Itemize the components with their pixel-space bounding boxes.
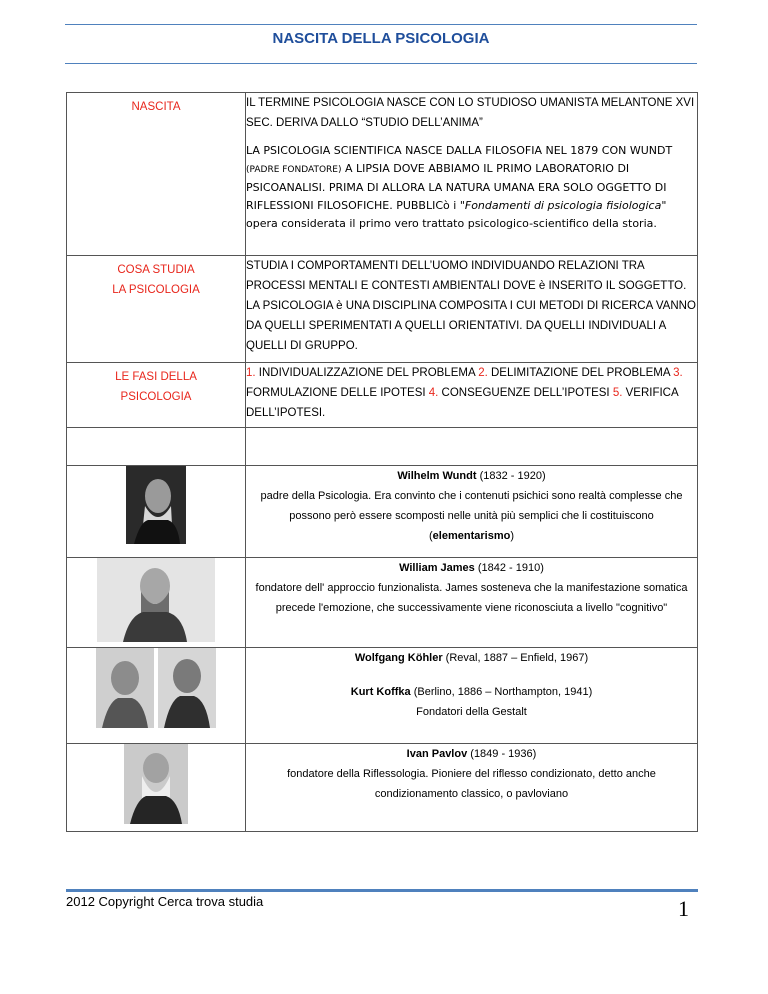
page-title: NASCITA DELLA PSICOLOGIA bbox=[272, 30, 490, 47]
kohler-portrait bbox=[96, 648, 154, 728]
row-label bbox=[67, 93, 246, 256]
step-text: VERIFICA DELL’IPOTESI. bbox=[246, 387, 679, 419]
description-text: ) bbox=[510, 530, 514, 542]
label-line: LA PSICOLOGIA bbox=[112, 284, 200, 296]
row-label bbox=[67, 363, 246, 428]
step-number: 1. bbox=[246, 367, 256, 379]
book-title: Fondamenti di psicologia fisiologica bbox=[464, 199, 662, 212]
person-dates: (1849 - 1936) bbox=[467, 748, 537, 760]
empty-cell bbox=[246, 428, 698, 466]
person-name: Ivan Pavlov bbox=[406, 748, 468, 760]
paragraph bbox=[246, 142, 697, 233]
row-text bbox=[246, 93, 698, 256]
header bbox=[65, 24, 697, 64]
step-number: 4. bbox=[428, 387, 439, 399]
label-line: LE FASI DELLA bbox=[115, 371, 197, 383]
table-row bbox=[67, 558, 698, 648]
table-row bbox=[67, 93, 698, 256]
bio-cell bbox=[246, 558, 698, 648]
portrait-cell bbox=[67, 744, 246, 832]
step-text: INDIVIDUALIZZAZIONE DEL PROBLEMA bbox=[255, 367, 479, 379]
portrait-cell bbox=[67, 558, 246, 648]
text-span: A LIPSIA DOVE ABBIAMO IL PRIMO LABORATORIO DI PSICOANALISI. PRIMA DI ALLORA LA NATURA UMANA ERA SOLO OGGETTO DI RIFLESSIONI FILOSOFICHE. PUBBLICò i " bbox=[246, 162, 667, 212]
step-number: 5. bbox=[612, 387, 623, 399]
person-name: Kurt Koffka bbox=[350, 686, 411, 698]
empty-cell bbox=[67, 428, 246, 466]
text-span: (PADRE FONDATORE) bbox=[246, 165, 342, 175]
wundt-portrait bbox=[126, 466, 186, 544]
description-bold: elementarismo bbox=[432, 530, 511, 542]
row-text bbox=[246, 256, 698, 363]
text-span: " opera considerata il primo vero trattato psicologico-scientifico della storia. bbox=[246, 199, 667, 230]
table-row bbox=[67, 256, 698, 363]
person-dates: (1842 - 1910) bbox=[474, 562, 544, 574]
page-number: 1 bbox=[678, 896, 689, 921]
step-text: CONSEGUENZE DELL’IPOTESI bbox=[438, 387, 613, 399]
person-name: William James bbox=[399, 562, 475, 574]
person-description: fondatore dell' approccio funzionalista. James sosteneva che la manifestazione somatica precede l'emozione, che successivamente viene riconosciuta a livello "cognitivo" bbox=[255, 582, 688, 614]
person-dates: (Berlino, 1886 – Northampton, 1941) bbox=[410, 686, 593, 698]
step-text: FORMULAZIONE DELLE IPOTESI bbox=[246, 387, 429, 399]
paragraph: STUDIA I COMPORTAMENTI DELL’UOMO INDIVIDUANDO RELAZIONI TRA PROCESSI MENTALI E CONTESTI AMBIENTALI DOVE è INSERITO IL SOGGETTO. LA PSICOLOGIA è UNA DISCIPLINA COMPOSITA I CUI METODI DI RICERCA VANNO DA QUELLI SPERIMENTATI A QUELLI ORIENTATIVI. DA QUELLI INDIVIDUALI A QUELLI DI GRUPPO. bbox=[246, 260, 696, 352]
phases-list bbox=[246, 363, 697, 423]
portrait-cell bbox=[67, 648, 246, 744]
table-row-empty bbox=[67, 428, 698, 466]
content-table bbox=[66, 92, 698, 832]
row-label bbox=[67, 256, 246, 363]
person-description bbox=[246, 486, 697, 546]
label-line: NASCITA bbox=[131, 101, 181, 113]
table-row bbox=[67, 648, 698, 744]
table-row bbox=[67, 744, 698, 832]
bio-cell bbox=[246, 744, 698, 832]
person-dates: (Reval, 1887 – Enfield, 1967) bbox=[442, 652, 589, 664]
label-line: PSICOLOGIA bbox=[120, 391, 192, 403]
pavlov-portrait bbox=[124, 744, 188, 824]
footer-rule bbox=[66, 889, 698, 892]
portrait-cell bbox=[67, 466, 246, 558]
step-number: 3. bbox=[673, 367, 683, 379]
table-row bbox=[67, 466, 698, 558]
description-text: padre della Psicologia. Era convinto che i contenuti psichici sono realtà complesse che possono però essere scomposti nelle unità più semplici che li costituiscono ( bbox=[260, 490, 683, 542]
paragraph: IL TERMINE PSICOLOGIA NASCE CON LO STUDIOSO UMANISTA MELANTONE XVI SEC. DERIVA DALLO “STUDIO DELL’ANIMA” bbox=[246, 97, 695, 129]
label-line: COSA STUDIA bbox=[117, 264, 195, 276]
bio-cell bbox=[246, 466, 698, 558]
person-description: Fondatori della Gestalt bbox=[416, 706, 527, 718]
step-number: 2. bbox=[478, 367, 488, 379]
koffka-portrait bbox=[158, 648, 216, 728]
step-text: DELIMITAZIONE DEL PROBLEMA bbox=[487, 367, 674, 379]
person-description: fondatore della Riflessologia. Pioniere del riflesso condizionato, detto anche condizionamento classico, o pavloviano bbox=[287, 768, 656, 800]
james-portrait bbox=[97, 558, 215, 642]
text-span: LA PSICOLOGIA SCIENTIFICA NASCE DALLA FILOSOFIA NEL 1879 CON WUNDT bbox=[246, 144, 673, 157]
footer-copyright: 2012 Copyright Cerca trova studia bbox=[66, 894, 264, 909]
row-text bbox=[246, 363, 698, 428]
table-row bbox=[67, 363, 698, 428]
person-name: Wolfgang Köhler bbox=[354, 652, 443, 664]
person-name: Wilhelm Wundt bbox=[397, 470, 477, 482]
person-dates: (1832 - 1920) bbox=[476, 470, 546, 482]
bio-cell bbox=[246, 648, 698, 744]
